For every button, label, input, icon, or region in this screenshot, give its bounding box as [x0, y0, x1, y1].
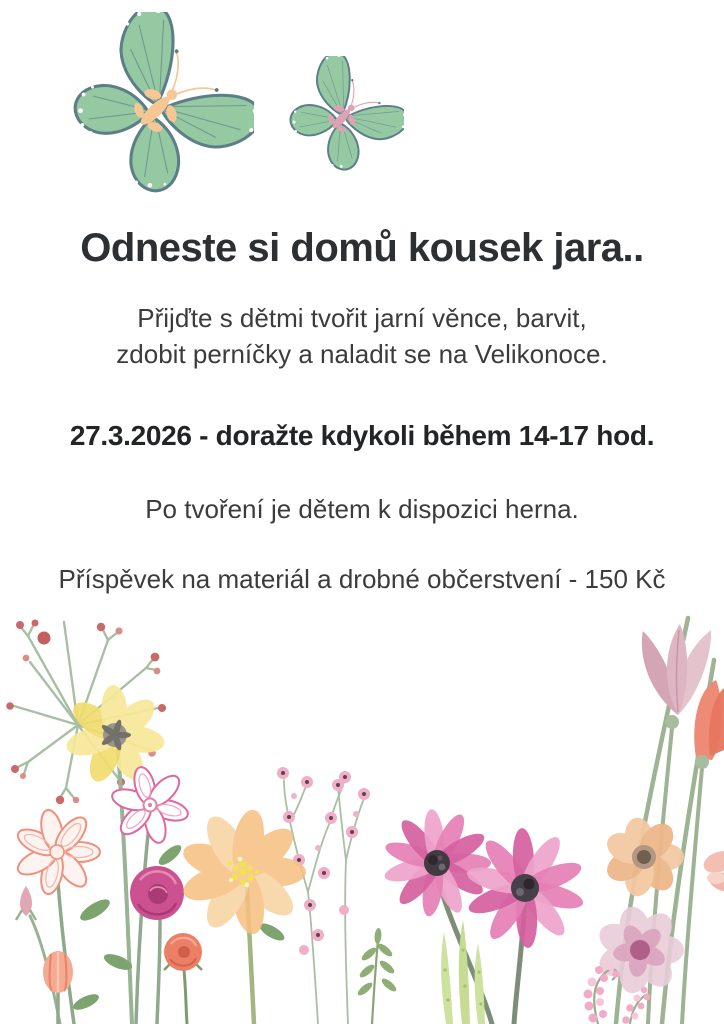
coral-tulip	[694, 680, 724, 769]
poster-title: Odneste si domů kousek jara..	[80, 226, 644, 270]
grass-blades	[441, 920, 485, 1024]
pink-bud	[16, 886, 36, 920]
flower-meadow-illustration	[0, 610, 724, 1024]
pale-coral-flower-partial	[701, 847, 724, 894]
striped-coral-bud	[43, 951, 73, 993]
butterfly-large-icon	[62, 12, 254, 204]
yellow-flower	[63, 685, 166, 787]
intro-paragraph	[0, 300, 724, 372]
intro-line-2: zdobit perníčky a naladit se na Velikonoce.	[116, 339, 608, 369]
playroom-note: Po tvoření je dětem k dispozici herna.	[145, 494, 579, 524]
coral-lineart-daisy	[14, 808, 100, 896]
pink-lineart-flower	[110, 765, 190, 845]
coral-rose	[164, 933, 202, 971]
price-line: Příspěvek na materiál a drobné občerstvení - 150 Kč	[58, 564, 666, 594]
butterfly-small-icon	[282, 56, 404, 178]
dusty-pink-flower	[594, 904, 684, 996]
orange-daisy	[179, 807, 306, 936]
magenta-rose	[130, 866, 184, 920]
event-date-time: 27.3.2026 - doražte kdykoli během 14-17 hod.	[69, 420, 655, 451]
intro-line-1: Přijďte s dětmi tvořit jarní věnce, barvit,	[137, 303, 587, 333]
pink-daisy-right	[464, 828, 585, 949]
peach-flower	[602, 815, 684, 899]
